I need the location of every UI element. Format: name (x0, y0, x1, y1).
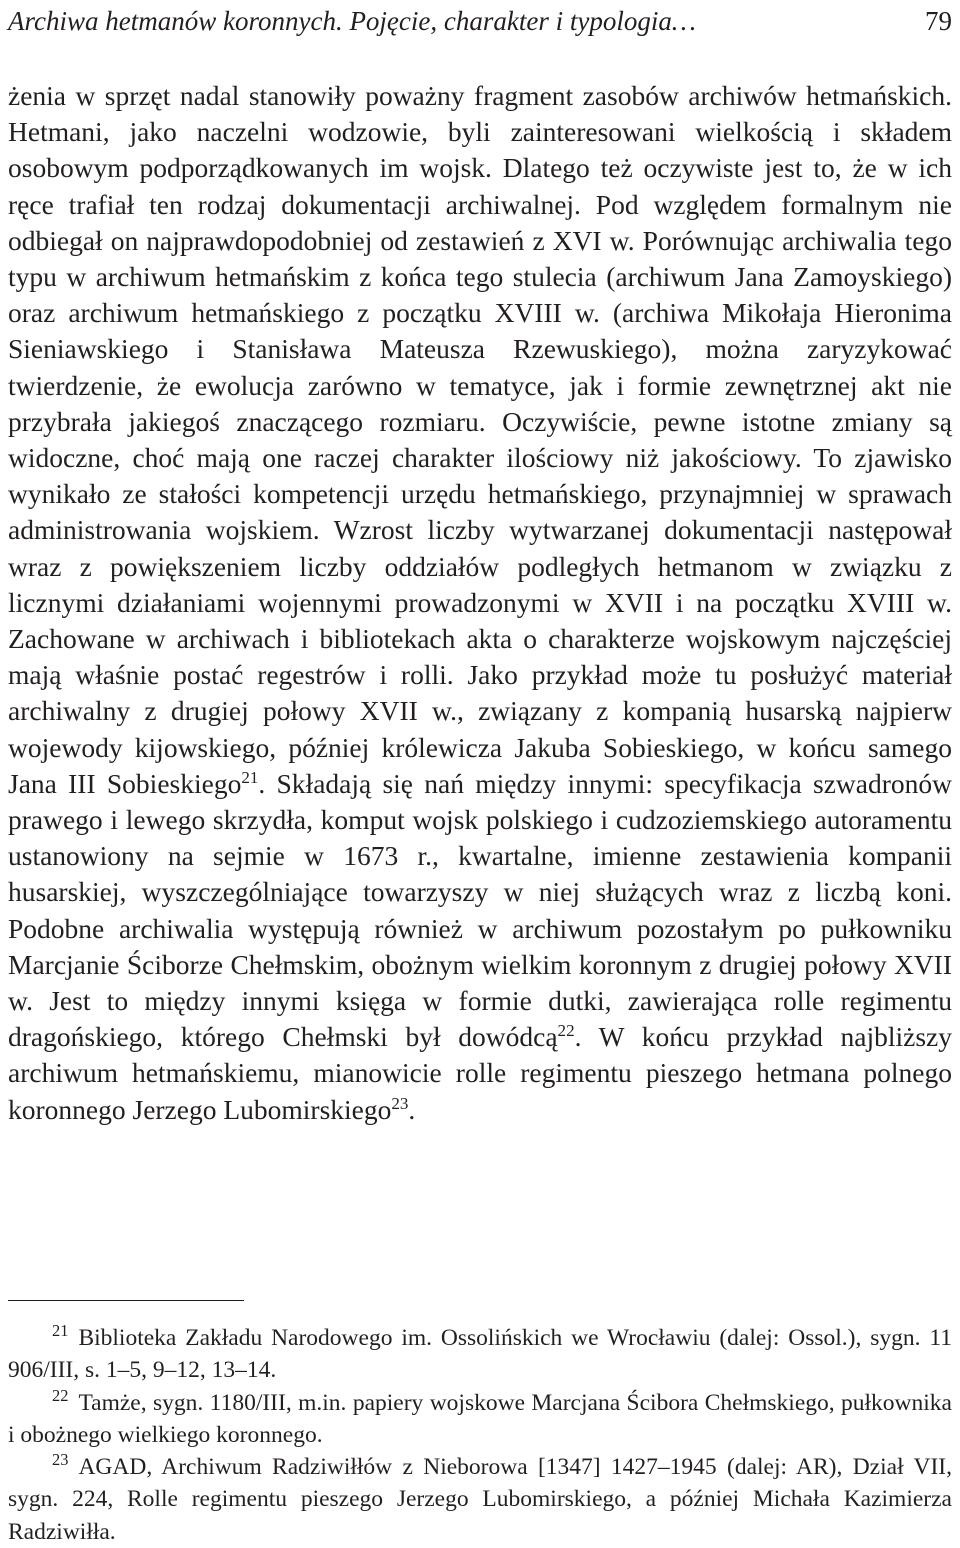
footnote-number: 22 (52, 1385, 69, 1405)
footnote-text: Tamże, sygn. 1180/III, m.in. papiery wojskowe Marcjana Ścibora Chełmskiego, pułkownika i obożnego wielkiego koronnego. (8, 1389, 952, 1448)
running-header (8, 6, 952, 46)
footnote-22 (8, 1387, 952, 1452)
main-paragraph (8, 78, 952, 1128)
paragraph-text-part-3: . W końcu przykład najbliższy archiwum hetmańskiemu, mianowicie rolle regimentu pieszego hetmana polnego koronnego Jerzego Lubomirskiego (8, 1021, 952, 1125)
footnote-number: 23 (52, 1450, 69, 1470)
paragraph-text-part-4: . (408, 1093, 416, 1125)
running-title: Archiwa hetmanów koronnych. Pojęcie, charakter i typologia… (8, 6, 696, 36)
footnote-ref-22[interactable]: 22 (557, 1021, 575, 1041)
footnote-number: 21 (52, 1321, 69, 1341)
footnote-text: Biblioteka Zakładu Narodowego im. Ossolińskich we Wrocławiu (dalej: Ossol.), sygn. 11 906/III, s. 1–5, 9–12, 13–14. (8, 1325, 952, 1384)
footnote-separator (8, 1300, 244, 1301)
footnote-text: AGAD, Archiwum Radziwiłłów z Nieborowa [1347] 1427–1945 (dalej: AR), Dział VII, sygn. 224, Rolle regimentu pieszego Jerzego Lubomirskiego, a później Michała Kazimierza Radziwiłła. (8, 1454, 952, 1545)
paragraph-text-part-1: żenia w sprzęt nadal stanowiły poważny fragment zasobów archiwów hetmańskich. Hetmani, jako naczelni wodzowie, byli zainteresowani wielkością i składem osobowym podporządkowanych im wojsk. Dlatego też oczywiste jest to, że w ich ręce trafiał ten rodzaj dokumentacji archiwalnej. Pod względem formalnym nie odbiegał on najprawdopodobniej od zestawień z XVI w. Porównując archiwalia tego typu w archiwum hetmańskim z końca tego stulecia (archiwum Jana Zamoyskiego) oraz archiwum hetmańskiego z początku XVIII w. (archiwa Mikołaja Hieronima Sieniawskiego i Stanisława Mateusza Rzewuskiego), można zaryzykować twierdzenie, że ewolucja zarówno w tematyce, jak i formie zewnętrznej akt nie przybrała jakiegoś znaczącego rozmiaru. Oczywiście, pewne istotne zmiany są widoczne, choć mają one raczej charakter ilościowy niż jakościowy. To zjawisko wynikało ze stałości kompetencji urzędu hetmańskiego, przynajmniej w sprawach administrowania wojskiem. Wzrost liczby wytwarzanej dokumentacji następował wraz z powiększeniem liczby oddziałów podległych hetmanom w związku z licznymi działaniami wojennymi prowadzonymi w XVII i na początku XVIII w. Zachowane w archiwach i bibliotekach akta o charakterze wojskowym najczęściej mają właśnie postać regestrów i rolli. Jako przykład może tu posłużyć materiał archiwalny z drugiej połowy XVII w., związany z kompanią husarską najpierw wojewody kijowskiego, później królewicza Jakuba Sobieskiego, w końcu samego Jana III Sobieskiego (8, 80, 952, 799)
page-number: 79 (925, 6, 952, 36)
paragraph-text-part-2: . Składają się nań między innymi: specyfikacja szwadronów prawego i lewego skrzydła, komput wojsk polskiego i cudzoziemskiego autoramentu ustanowiony na sejmie w 1673 r., kwartalne, imienne zestawienia kompanii husarskiej, wyszczególniające towarzyszy w niej służących wraz z liczbą koni. Podobne archiwalia występują również w archiwum pozostałym po pułkowniku Marcjanie Ściborze Chełmskim, obożnym wielkim koronnym z drugiej połowy XVII w. Jest to między innymi księga w formie dutki, zawierająca rolle regimentu dragońskiego, którego Chełmski był dowódcą (8, 767, 952, 1053)
footnotes-section (8, 1322, 952, 1548)
footnote-21 (8, 1322, 952, 1387)
footnote-ref-21[interactable]: 21 (241, 767, 259, 787)
footnote-ref-23[interactable]: 23 (391, 1093, 409, 1113)
footnote-23 (8, 1451, 952, 1548)
